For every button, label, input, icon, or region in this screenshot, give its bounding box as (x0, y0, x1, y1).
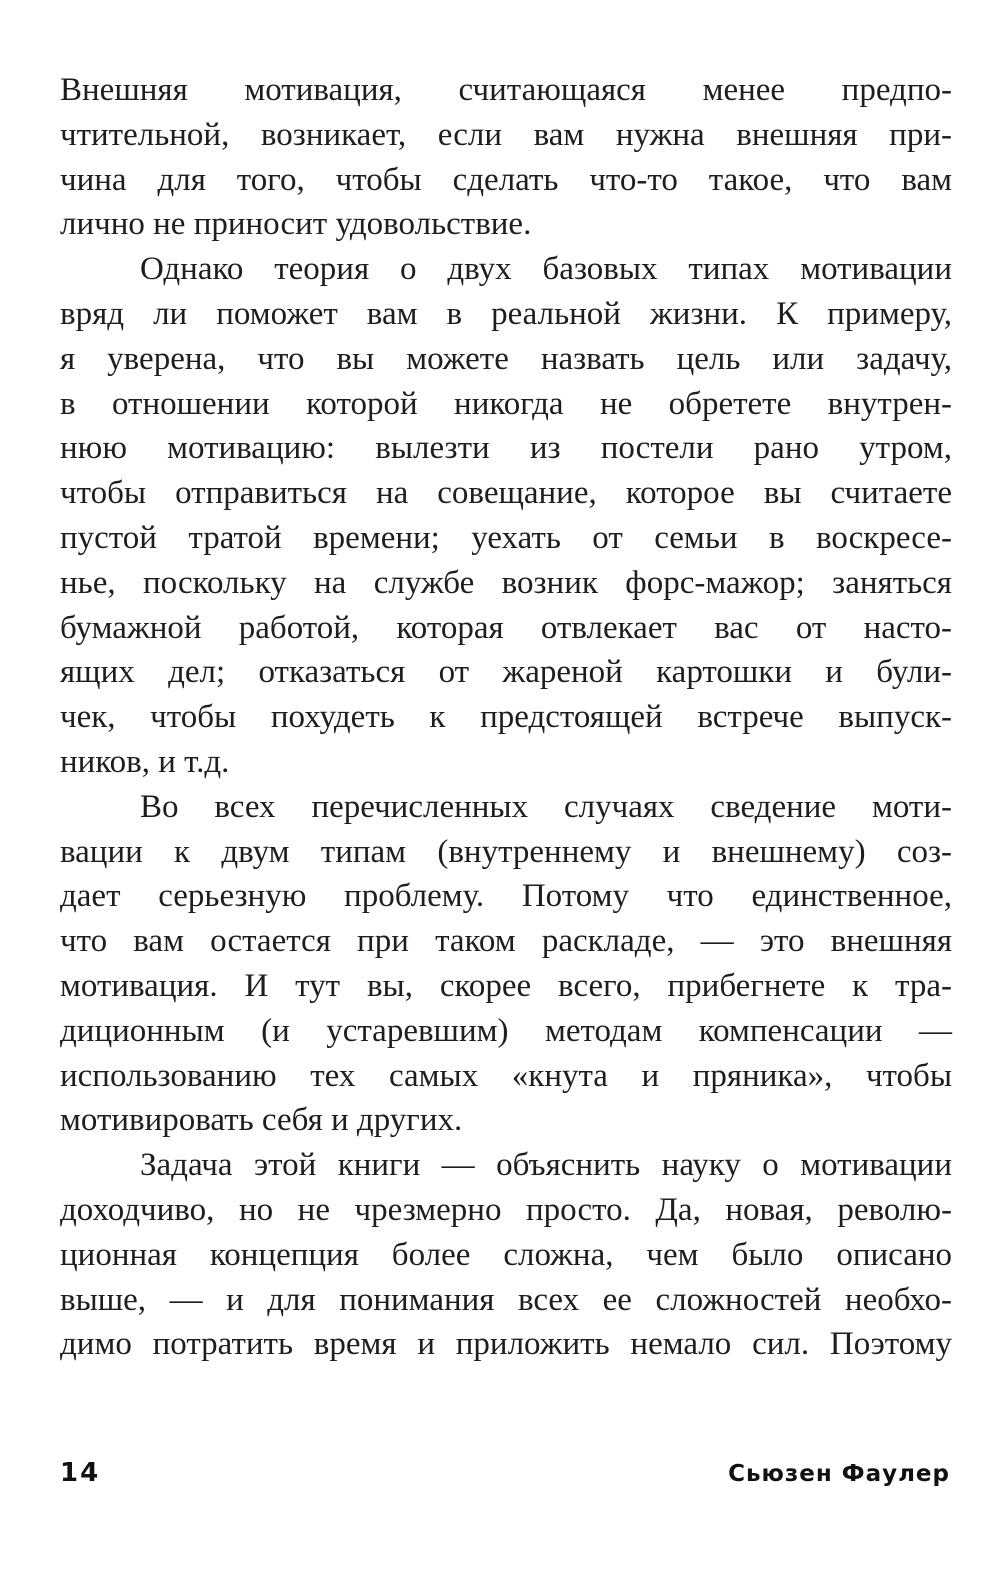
text-line: чек, чтобы похудеть к предстоящей встрече выпуск- (60, 699, 952, 736)
text-line: димо потратить время и приложить немало сил. Поэтому (60, 1326, 952, 1363)
text-line: нюю мотивацию: вылезти из постели рано утром, (60, 430, 952, 467)
text-line: мотивировать себя и других. (60, 1102, 463, 1139)
text-line: ников, и т.д. (60, 743, 230, 780)
text-line: лично не приносит удовольствие. (60, 206, 532, 243)
paragraph-first-line: Однако теория о двух базовых типах мотивации (140, 251, 952, 288)
text-line: нье, поскольку на службе возник форс-мажор; заняться (60, 564, 952, 601)
text-line: чтобы отправиться на совещание, которое вы считаете (60, 475, 952, 512)
text-line: что вам остается при таком раскладе, — это внешняя (60, 923, 952, 960)
text-line: вряд ли поможет вам в реальной жизни. К примеру, (60, 295, 952, 332)
text-line: в отношении которой никогда не обретете внутрен- (60, 385, 952, 422)
text-line: ционная концепция более сложна, чем было описано (60, 1236, 952, 1273)
body-text (60, 68, 952, 1367)
text-line: мотивация. И тут вы, скорее всего, прибегнете к тра- (60, 967, 952, 1004)
text-line: ящих дел; отказаться от жареной картошки и були- (60, 654, 952, 691)
paragraph-first-line: Задача этой книги — объяснить науку о мотивации (140, 1147, 952, 1184)
text-line: выше, — и для понимания всех ее сложностей необхо- (60, 1281, 952, 1318)
text-line: доходчиво, но не чрезмерно просто. Да, новая, револю- (60, 1191, 952, 1228)
text-line: вации к двум типам (внутреннему и внешнему) соз- (60, 833, 952, 870)
paragraph-first-line: Во всех перечисленных случаях сведение моти- (140, 788, 952, 825)
text-line: использованию тех самых «кнута и пряника», чтобы (60, 1057, 952, 1094)
text-line: чтительной, возникает, если вам нужна внешняя при- (60, 116, 952, 153)
text-line: дает серьезную проблему. Потому что единственное, (60, 878, 952, 915)
running-footer-author: Сьюзен Фаулер (728, 1461, 950, 1487)
text-line: я уверена, что вы можете назвать цель или задачу, (60, 340, 952, 377)
text-line: бумажной работой, которая отвлекает вас от насто- (60, 609, 952, 646)
text-line: диционным (и устаревшим) методам компенсации — (60, 1012, 952, 1049)
text-line: Внешняя мотивация, считающаяся менее предпо- (60, 72, 952, 108)
text-line: пустой тратой времени; уехать от семьи в воскресе- (60, 519, 952, 556)
page-number: 14 (60, 1458, 101, 1488)
text-line: чина для того, чтобы сделать что-то такое, что вам (60, 161, 952, 198)
